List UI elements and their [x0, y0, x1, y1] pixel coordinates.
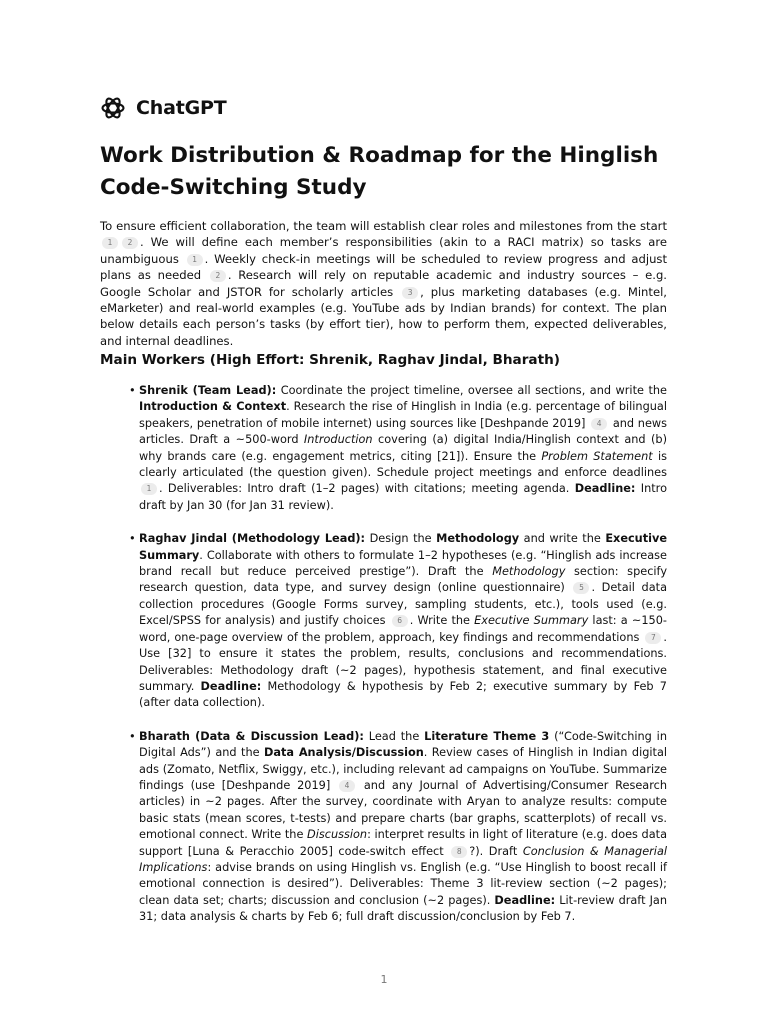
citation-badge[interactable]: 4 [591, 418, 607, 430]
citation-badge[interactable]: 6 [392, 615, 408, 627]
citation-badge[interactable]: 2 [122, 237, 138, 249]
workers-list [124, 383, 667, 943]
citation-badge[interactable]: 5 [573, 582, 589, 594]
citation-badge[interactable]: 1 [141, 483, 157, 495]
citation-badge[interactable]: 1 [187, 254, 203, 266]
intro-paragraph: To ensure efficient collaboration, the team will establish clear roles and milestones from the start 1 2 . We will define each member’s responsibilities (akin to a RACI matrix) so tasks are unambiguous 1 . Weekly check-in meetings will be scheduled to review progress and adjust plans as needed 2 . Research will rely on reputable academic and industry sources – e.g. Google Scholar and JSTOR for scholarly articles 3 , plus marketing databases (e.g. Mintel, eMarketer) and real-world examples (e.g. YouTube ads by Indian brands) for context. The plan below details each person’s tasks (by effort tier), how to perform them, expected deliverables, and internal deadlines. [100, 219, 668, 348]
brand-header [100, 94, 226, 122]
bullet-marker: • [129, 532, 136, 546]
document-title: Work Distribution & Roadmap for the Hinglish Code-Switching Study [100, 143, 659, 200]
citation-badge[interactable]: 4 [339, 780, 355, 792]
citation-badge[interactable]: 7 [645, 632, 661, 644]
section-heading: Main Workers (High Effort: Shrenik, Raghav Jindal, Bharath) [100, 352, 560, 368]
bullet-marker: • [129, 729, 136, 743]
page-number: 1 [380, 973, 388, 986]
citation-badge[interactable]: 3 [402, 287, 418, 299]
list-item-shrenik: • Shrenik (Team Lead): Coordinate the project timeline, oversee all sections, and write the Introduction & Context. Research the rise of Hinglish in India (e.g. percentage of bilingual speakers, penetration of mobile internet) using sources like [Deshpande 2019] 4 and news articles. Draft a ~500-word Introduction covering (a) digital India/Hinglish context and (b) why brands care (e.g. engagement metrics, citing [21]). Ensure the Problem Statement is clearly articulated (the question given). Schedule project meetings and enforce deadlines 1 . Deliverables: Intro draft (1–2 pages) with citations; meeting agenda. Deadline: Intro draft by Jan 30 (for Jan 31 review). [129, 384, 668, 512]
citation-badge[interactable]: 2 [210, 270, 226, 282]
openai-logo-icon [100, 95, 126, 121]
citation-badge[interactable]: 8 [451, 846, 467, 858]
bullet-marker: • [129, 384, 136, 397]
citation-badge[interactable]: 1 [102, 237, 118, 249]
brand-name: ChatGPT [136, 97, 227, 119]
list-item-bharath: • Bharath (Data & Discussion Lead): Lead the Literature Theme 3 (“Code-Switching in Digital Ads”) and the Data Analysis/Discussion. Review cases of Hinglish in Indian digital ads (Zomato, Netflix, Swiggy, etc.), including relevant ad campaigns on YouTube. Summarize findings (use [Deshpande 2019] 4 and any Journal of Advertising/Consumer Research articles) in ~2 pages. After the survey, coordinate with Aryan to analyze results: compute basic stats (mean scores, t-tests) and prepare charts (bar graphs, scatterplots) of recall vs. emotional connect. Write the Discussion: interpret results in light of literature (e.g. does data support [Luna & Peracchio 2005] code-switch effect 8 ?). Draft Conclusion & Managerial Implications: advise brands on using Hinglish vs. English (e.g. “Use Hinglish to boost recall if emotional connection is desired”). Deliverables: Theme 3 lit-review section (~2 pages); clean data set; charts; discussion and conclusion (~2 pages). Deadline: Lit-review draft Jan 31; data analysis & charts by Feb 6; full draft discussion/conclusion by Feb 7. [129, 729, 668, 924]
list-item-raghav-jindal: • Raghav Jindal (Methodology Lead): Design the Methodology and write the Executive Summary. Collaborate with others to formulate 1–2 hypotheses (e.g. “Hinglish ads increase brand recall but reduce perceived prestige”). Draft the Methodology section: specify research question, data type, and survey design (online questionnaire) 5 . Detail data collection procedures (Google Forms survey, sampling students, etc.), tools used (e.g. Excel/SPSS for analysis) and justify choices 6 . Write the Executive Summary last: a ~150-word, one-page overview of the problem, approach, key findings and recommendations 7 . Use [32] to ensure it states the problem, results, conclusions and recommendations. Deliverables: Methodology draft (~2 pages), hypothesis statement, and final executive summary. Deadline: Methodology & hypothesis by Feb 2; executive summary by Feb 7 (after data collection). [129, 532, 668, 710]
